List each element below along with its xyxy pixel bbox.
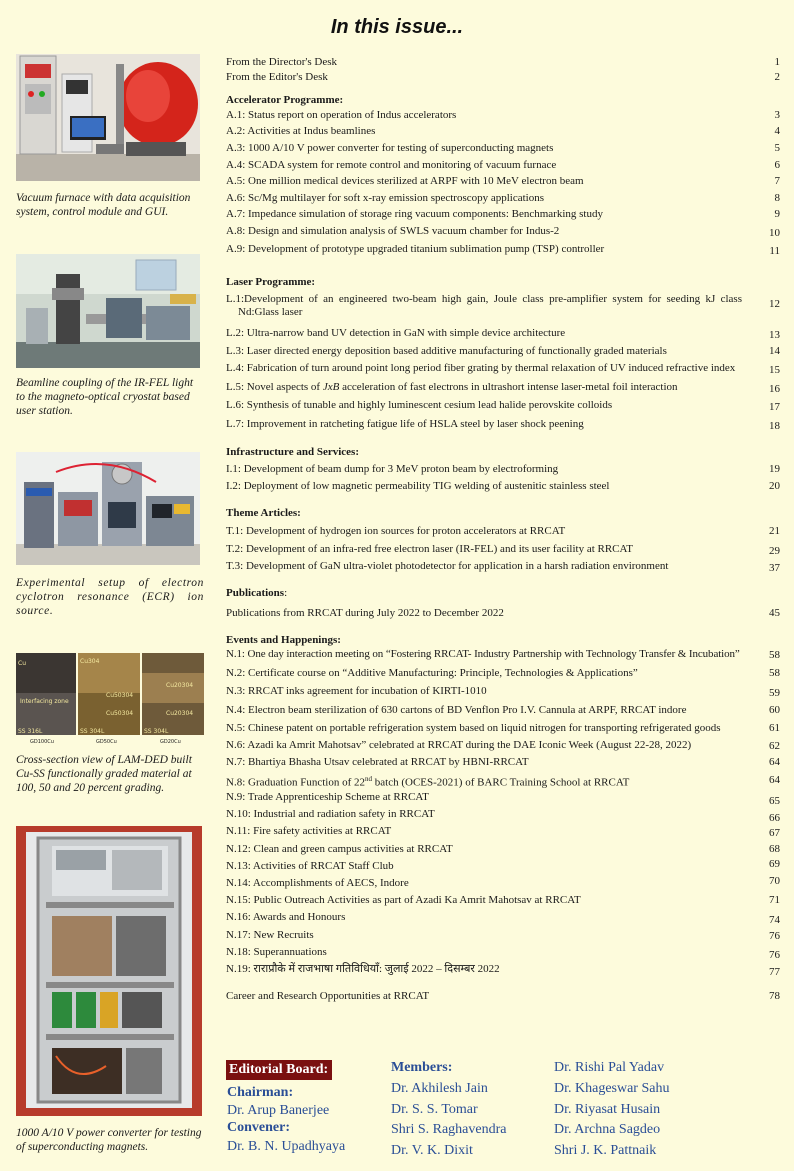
toc-title: L.1:Development of an engineered two-beam high gain, Joule class pre-amplifier system for seeding kJ class Nd:Glass laser <box>226 293 742 318</box>
toc-title: Publications from RRCAT during July 2022 to December 2022 <box>226 607 504 619</box>
label-gd100: GD100Cu <box>30 739 54 745</box>
toc-page: 10 <box>769 227 780 239</box>
convener-label: Convener: <box>227 1120 290 1135</box>
toc-page: 64 <box>769 774 780 786</box>
toc-title: N.7: Bhartiya Bhasha Utsav celebrated at RRCAT by HBNI-RRCAT <box>226 756 529 768</box>
toc-title: T.2: Development of an infra-red free electron laser (IR-FEL) and its user facility at RRCAT <box>226 543 633 555</box>
toc-page: 15 <box>769 364 780 376</box>
section-heading-infrastructure: Infrastructure and Services: <box>226 446 359 458</box>
toc-page: 20 <box>769 480 780 492</box>
toc-title: L.3: Laser directed energy deposition based additive manufacturing of functionally graded materials <box>226 345 667 357</box>
member-name: Shri S. Raghavendra <box>391 1122 507 1137</box>
toc-row[interactable] <box>226 293 782 321</box>
toc-page: 68 <box>769 843 780 855</box>
label-cu50b: Cu50304 <box>106 710 134 717</box>
toc-page: 1 <box>774 56 780 68</box>
toc-page: 76 <box>769 930 780 942</box>
toc-title: N.11: Fire safety activities at RRCAT <box>226 825 392 837</box>
toc-page: 19 <box>769 463 780 475</box>
toc-page: 12 <box>769 298 780 310</box>
section-heading-laser: Laser Programme: <box>226 276 316 288</box>
editorial-board-label: Editorial Board: <box>226 1060 332 1080</box>
section-heading-theme: Theme Articles: <box>226 507 301 519</box>
member-name: Dr. V. K. Dixit <box>391 1143 473 1158</box>
toc-title: From the Director's Desk <box>226 56 338 68</box>
toc-title: N.10: Industrial and radiation safety in RRCAT <box>226 808 435 820</box>
toc-title: N.18: Superannuations <box>226 946 327 958</box>
toc-title: N.4: Electron beam sterilization of 630 cartons of BD Venflon Pro I.V. Cannula at ARPF, RRCAT indore <box>226 704 687 716</box>
chairman-label: Chairman: <box>227 1085 294 1100</box>
member-name: Dr. Rishi Pal Yadav <box>554 1060 665 1075</box>
member-name: Shri J. K. Pattnaik <box>554 1143 657 1158</box>
pub-heading-colon: : <box>284 587 288 599</box>
member-name: Dr. S. S. Tomar <box>391 1102 478 1117</box>
toc-title: T.1: Development of hydrogen ion sources for proton accelerators at RRCAT <box>226 525 566 537</box>
toc-page: 17 <box>769 401 780 413</box>
members-label: Members: <box>391 1060 453 1075</box>
toc-page: 70 <box>769 875 780 887</box>
section-heading-accelerator: Accelerator Programme: <box>226 94 344 106</box>
toc-page: 59 <box>769 687 780 699</box>
member-name: Dr. Akhilesh Jain <box>391 1081 488 1096</box>
toc-page: 58 <box>769 649 780 661</box>
toc-title: From the Editor's Desk <box>226 71 328 83</box>
label-interfacing: Interfacing zone <box>20 698 69 705</box>
toc-title: Career and Research Opportunities at RRCAT <box>226 990 430 1002</box>
label-ss304l: SS 304L <box>80 728 105 735</box>
toc-title: A.3: 1000 A/10 V power converter for testing of superconducting magnets <box>226 142 554 154</box>
toc-page: 69 <box>769 858 780 870</box>
toc-page: 60 <box>769 704 780 716</box>
label-gd20: GD20Cu <box>160 739 181 745</box>
label-cu304: Cu304 <box>80 658 100 665</box>
label-ss316l: SS 316L <box>18 728 43 735</box>
toc-title: N.15: Public Outreach Activities as part of Azadi Ka Amrit Mahotsav at RRCAT <box>226 894 581 906</box>
toc-title: A.6: Sc/Mg multilayer for soft x-ray emission spectroscopy applications <box>226 192 545 204</box>
toc-title: L.4: Fabrication of turn around point long period fiber grating by thermal relaxation of UV induced refractive index <box>226 362 736 374</box>
label-cu20: Cu20304 <box>166 682 194 689</box>
toc-title: N.2: Certificate course on “Additive Manufacturing: Principle, Technologies & Applications” <box>226 667 638 679</box>
toc-page: 66 <box>769 812 780 824</box>
toc-title: N.12: Clean and green campus activities at RRCAT <box>226 843 453 855</box>
toc-title <box>226 773 746 790</box>
toc-page: 14 <box>769 345 780 357</box>
vacuum-furnace-photo <box>16 54 200 181</box>
pub-heading-text: Publications <box>226 587 285 599</box>
toc-title: N.1: One day interaction meeting on “Fostering RRCAT- Industry Partnership with Technology Transfer & Incubation” <box>226 648 740 660</box>
chairman-name: Dr. Arup Banerjee <box>227 1103 330 1118</box>
caption-beamline: Beamline coupling of the IR-FEL light to the magneto-optical cryostat based user station. <box>16 377 194 417</box>
toc-title: A.2: Activities at Indus beamlines <box>226 125 376 137</box>
l5-suffix: acceleration of fast electrons in ultrashort intense laser-metal foil interaction <box>339 381 678 393</box>
toc-title: L.2: Ultra-narrow band UV detection in GaN with simple device architecture <box>226 327 566 339</box>
n8-prefix: N.8: Graduation Function of 22 <box>226 776 366 789</box>
toc-title: N.5: Chinese patent on portable refrigeration system based on liquid nitrogen for transporting refrigerated goods <box>226 722 721 734</box>
member-name: Dr. Khageswar Sahu <box>554 1081 670 1096</box>
label-cu: Cu <box>18 660 26 667</box>
member-name: Dr. Riyasat Husain <box>554 1102 661 1117</box>
toc-title: I.1: Development of beam dump for 3 MeV proton beam by electroforming <box>226 463 559 475</box>
label-cu20b: Cu20304 <box>166 710 194 717</box>
section-heading-events: Events and Happenings: <box>226 634 341 646</box>
toc-page: 5 <box>774 142 780 154</box>
toc-page: 65 <box>769 795 780 807</box>
toc-page: 77 <box>769 966 780 978</box>
toc-title: N.13: Activities of RRCAT Staff Club <box>226 860 394 872</box>
toc-title: L.6: Synthesis of tunable and highly luminescent cesium lead halide perovskite colloids <box>226 399 613 411</box>
toc-title: N.14: Accomplishments of AECS, Indore <box>226 877 409 889</box>
toc-title <box>226 381 746 394</box>
toc-page: 45 <box>769 607 780 619</box>
beamline-photo <box>16 254 200 368</box>
caption-fgm: Cross-section view of LAM-DED built Cu-SS functionally graded material at 100, 50 and 20 percent grading. <box>16 754 192 794</box>
toc-page: 64 <box>769 756 780 768</box>
toc-page: 7 <box>774 175 780 187</box>
toc-page: 11 <box>769 245 780 257</box>
toc-page: 21 <box>769 525 780 537</box>
label-cu50: Cu50304 <box>106 692 134 699</box>
n8-sup: nd <box>365 775 373 783</box>
toc-title: T.3: Development of GaN ultra-violet photodetector for application in a harsh radiation environment <box>226 560 669 572</box>
caption-vacuum-furnace: Vacuum furnace with data acquisition system, control module and GUI. <box>16 192 191 218</box>
section-heading-publications <box>226 587 287 599</box>
toc-title: A.9: Development of prototype upgraded titanium sublimation pump (TSP) controller <box>226 243 605 255</box>
power-converter-photo <box>16 826 202 1116</box>
l5-italic: JxB <box>322 381 340 393</box>
toc-title: A.4: SCADA system for remote control and monitoring of vacuum furnace <box>226 159 557 171</box>
ecr-ion-source-photo <box>16 452 200 565</box>
toc-page: 9 <box>774 208 780 220</box>
toc-page: 61 <box>769 722 780 734</box>
toc-page: 16 <box>769 383 780 395</box>
toc-title: N.3: RRCAT inks agreement for incubation of KIRTI-1010 <box>226 685 487 697</box>
toc-page: 2 <box>774 71 780 83</box>
toc-title: N.9: Trade Apprenticeship Scheme at RRCAT <box>226 791 429 803</box>
toc-title: N.17: New Recruits <box>226 929 314 941</box>
toc-title: L.7: Improvement in ratcheting fatigue life of HSLA steel by laser shock peening <box>226 418 584 430</box>
toc-title: A.7: Impedance simulation of storage ring vacuum components: Benchmarking study <box>226 208 603 220</box>
member-name: Dr. Archna Sagdeo <box>554 1122 661 1137</box>
toc-page: 62 <box>769 740 780 752</box>
toc-page: 29 <box>769 545 780 557</box>
toc-page: 74 <box>769 914 780 926</box>
micrograph-panel <box>16 653 204 745</box>
toc-page: 13 <box>769 329 780 341</box>
toc-page: 58 <box>769 667 780 679</box>
toc-page: 37 <box>769 562 780 574</box>
toc-page: 71 <box>769 894 780 906</box>
toc-page: 3 <box>774 109 780 121</box>
l5-prefix: L.5: Novel aspects of <box>226 381 323 393</box>
caption-ecr: Experimental setup of electron cyclotron resonance (ECR) ion source. <box>16 577 204 617</box>
toc-title: N.19: राराप्रौके में राजभाषा गतिविधियाँ: जुलाई 2022 – दिसम्बर 2022 <box>226 963 500 975</box>
toc-page: 4 <box>774 125 780 137</box>
toc-title: N.16: Awards and Honours <box>226 911 346 923</box>
toc-title: I.2: Deployment of low magnetic permeability TIG welding of austenitic stainless steel <box>226 480 610 492</box>
toc-title: A.5: One million medical devices sterilized at ARPF with 10 MeV electron beam <box>226 175 584 187</box>
label-ss304l-b: SS 304L <box>144 728 169 735</box>
toc-title: A.1: Status report on operation of Indus accelerators <box>226 109 457 121</box>
toc-page: 8 <box>774 192 780 204</box>
n8-suffix: batch (OCES-2021) of BARC Training School at RRCAT <box>372 776 630 789</box>
toc-page: 67 <box>769 827 780 839</box>
toc-page: 78 <box>769 990 780 1002</box>
toc-title: N.6: Azadi ka Amrit Mahotsav” celebrated at RRCAT during the DAE Iconic Week (August 22-28, 2022) <box>226 739 692 751</box>
toc-page: 18 <box>769 420 780 432</box>
caption-power-converter: 1000 A/10 V power converter for testing of superconducting magnets. <box>16 1127 202 1153</box>
label-gd50: GD50Cu <box>96 739 117 745</box>
convener-name: Dr. B. N. Upadhyaya <box>227 1139 346 1154</box>
page-title: In this issue... <box>330 16 464 38</box>
toc-title: A.8: Design and simulation analysis of SWLS vacuum chamber for Indus-2 <box>226 225 560 237</box>
toc-page: 76 <box>769 949 780 961</box>
toc-page: 6 <box>774 159 780 171</box>
